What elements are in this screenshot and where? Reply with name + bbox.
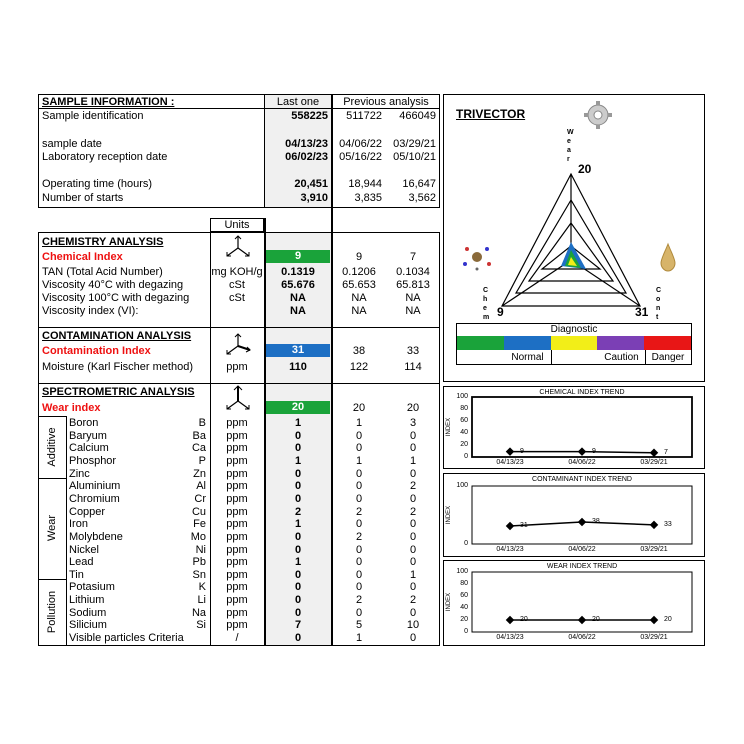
wear-axis-value: 20 <box>578 162 592 176</box>
normal-label: Normal <box>511 352 544 363</box>
wear-index-label: Wear index <box>42 402 101 414</box>
spectro-row-unit: ppm <box>226 505 248 518</box>
spectro-row-label: Molybdene <box>69 530 123 543</box>
spectro-row-last: 1 <box>294 518 302 531</box>
spectro-row-label: Lithium <box>69 594 105 607</box>
spectro-row-label: Aluminium <box>69 480 121 493</box>
contamination-index-p1: 38 <box>352 345 366 357</box>
spectro-row-p2: 0 <box>409 581 417 594</box>
sample-row-p1: 04/06/22 <box>339 138 382 150</box>
spectro-row-p2: 0 <box>409 530 417 543</box>
chem-row-unit: cSt <box>229 279 245 291</box>
spectro-row-p1: 0 <box>355 556 363 569</box>
trend-point-label: 9 <box>592 447 596 455</box>
spectro-row-label: Potasium <box>69 581 115 594</box>
cont-row-label: Moisture (Karl Fischer method) <box>42 361 193 373</box>
sample-row-p1: 05/16/22 <box>339 151 382 163</box>
chem-row-unit: cSt <box>229 292 245 304</box>
spectro-row-symbol: Ni <box>195 543 206 556</box>
spectro-row-symbol: Pb <box>192 556 206 569</box>
chemistry-heading: CHEMISTRY ANALYSIS <box>42 236 164 248</box>
spectro-row-symbol: Zn <box>193 467 206 480</box>
chem-axis-label: Chem <box>483 287 490 321</box>
diag-purple <box>597 336 644 350</box>
cont-row-unit: ppm <box>226 361 248 373</box>
y-tick-label: 100 <box>456 482 468 489</box>
sample-row-p2: 3,562 <box>408 192 436 204</box>
oil-drop-icon <box>661 244 675 271</box>
spectro-row-p2: 0 <box>409 442 417 455</box>
danger-label: Danger <box>651 352 685 363</box>
spectro-row-last: 7 <box>294 619 302 632</box>
trend-point-label: 31 <box>520 522 528 530</box>
trivector-title: TRIVECTOR <box>456 107 526 121</box>
cont-row-last: 110 <box>289 361 307 373</box>
group-pollution: Pollution <box>46 590 58 634</box>
spectro-row-unit: ppm <box>226 492 248 505</box>
sample-heading: SAMPLE INFORMATION : <box>42 96 175 108</box>
y-tick-label: 20 <box>460 441 468 448</box>
sample-row-p1: 3,835 <box>354 192 382 204</box>
molecule-icon <box>463 247 491 271</box>
spectro-row-p2: 0 <box>409 492 417 505</box>
spectro-heading: SPECTROMETRIC ANALYSIS <box>42 386 195 398</box>
spectro-row-symbol: Ba <box>192 429 206 442</box>
spectro-row-p2: 0 <box>409 606 417 619</box>
spectro-row-unit: ppm <box>226 594 248 607</box>
spectro-row-unit: ppm <box>226 568 248 581</box>
cont-row-p2: 114 <box>404 361 422 373</box>
spectro-row-p1: 0 <box>355 543 363 556</box>
spectro-row-label: Baryum <box>69 429 107 442</box>
sample-row-label: sample date <box>42 138 102 150</box>
x-tick-label: 04/06/22 <box>568 546 596 553</box>
spectro-row-symbol: Cu <box>191 505 206 518</box>
diagnostic-colors <box>457 336 691 350</box>
diag-red <box>644 336 691 350</box>
trend-title: CONTAMINANT INDEX TREND <box>532 476 632 483</box>
spectro-row-symbol: Al <box>196 480 206 493</box>
chem-row-p1: NA <box>351 305 367 317</box>
spectro-row-p1: 1 <box>355 632 363 645</box>
spectro-row-p2: 2 <box>409 480 417 493</box>
chem-row-p2: 65.813 <box>396 279 430 291</box>
spectro-row-unit: ppm <box>226 454 248 467</box>
spectro-row-last: 0 <box>294 530 302 543</box>
spectro-row-label: Tin <box>69 568 84 581</box>
chem-row-label: Viscosity 40°C with degazing <box>42 279 184 291</box>
y-tick-label: 20 <box>460 616 468 623</box>
chem-row-last: NA <box>290 292 306 304</box>
spectro-row-p1: 2 <box>355 530 363 543</box>
spectro-row-p1: 0 <box>355 429 363 442</box>
spectro-row-p2: 1 <box>409 454 417 467</box>
trend-title: WEAR INDEX TREND <box>546 563 618 570</box>
spectro-row-unit: ppm <box>226 467 248 480</box>
x-tick-label: 04/06/22 <box>568 634 596 641</box>
spectro-row-last: 2 <box>294 505 302 518</box>
spectro-row-unit: ppm <box>226 581 248 594</box>
spectro-row-p2: 0 <box>409 467 417 480</box>
spectro-row-p2: 0 <box>409 632 417 645</box>
spectro-row-p1: 0 <box>355 606 363 619</box>
x-tick-label: 04/13/23 <box>496 634 524 641</box>
diagnostic-label: Diagnostic <box>550 324 598 335</box>
spectro-row-last: 0 <box>294 492 302 505</box>
spectro-row-unit: ppm <box>226 530 248 543</box>
y-tick-label: 0 <box>464 540 468 547</box>
chem-axis-value: 9 <box>497 305 504 319</box>
spectro-row-label: Phosphor <box>69 454 117 467</box>
spectro-row-last: 1 <box>294 417 302 429</box>
sample-row-last: 06/02/23 <box>285 151 328 163</box>
diag-blue <box>504 336 551 350</box>
spectro-row-p1: 0 <box>355 467 363 480</box>
contamination-heading: CONTAMINATION ANALYSIS <box>42 330 192 342</box>
spectro-row-p1: 0 <box>355 480 363 493</box>
last-one-header: Last one <box>276 96 320 108</box>
sample-row-p2: 03/29/21 <box>393 138 436 150</box>
chemical-index-p2: 7 <box>409 251 417 263</box>
spectro-row-unit: ppm <box>226 543 248 556</box>
y-axis-label: INDEX <box>446 592 452 612</box>
y-tick-label: 100 <box>456 568 468 575</box>
chem-row-unit: mg KOH/g <box>211 266 263 278</box>
spectro-row-p2: 0 <box>409 556 417 569</box>
spectro-row-symbol: Ca <box>191 442 206 455</box>
sample-row-last: 558225 <box>291 110 328 122</box>
sample-row-last: 3,910 <box>300 192 328 204</box>
chem-row-last: 0.1319 <box>281 266 315 278</box>
trend-panel <box>443 473 705 557</box>
spectro-row-last: 0 <box>294 442 302 455</box>
y-axis-label: INDEX <box>446 505 452 525</box>
spectro-row-last: 1 <box>294 454 302 467</box>
wear-index-p1: 20 <box>352 402 366 414</box>
spectro-row-unit: ppm <box>226 480 248 493</box>
spectro-row-p1: 2 <box>355 594 363 607</box>
chem-row-p1: 0.1206 <box>342 266 376 278</box>
chem-row-label: TAN (Total Acid Number) <box>42 266 163 278</box>
chem-row-last: 65.676 <box>281 279 315 291</box>
chem-row-label: Viscosity index (VI): <box>42 305 139 317</box>
cont-row-p1: 122 <box>349 361 369 373</box>
x-tick-label: 04/06/22 <box>568 459 596 466</box>
sample-row-last: 20,451 <box>294 178 328 190</box>
spectro-row-label: Copper <box>69 505 106 518</box>
spectro-row-label: Nickel <box>69 543 99 556</box>
chemical-index-p1: 9 <box>355 251 363 263</box>
spectro-row-p1: 5 <box>355 619 363 632</box>
y-axis-label: INDEX <box>446 417 452 437</box>
group-wear: Wear <box>46 514 58 542</box>
chem-row-label: Viscosity 100°C with degazing <box>42 292 190 304</box>
spectro-row-symbol: Na <box>191 606 206 619</box>
spectro-row-symbol: Cr <box>194 492 206 505</box>
chem-row-last: NA <box>290 305 306 317</box>
chem-row-p2: NA <box>405 305 421 317</box>
spectro-row-last: 1 <box>294 556 302 569</box>
spectro-row-p2: 1 <box>409 568 417 581</box>
spectro-row-last: 0 <box>294 480 302 493</box>
spectro-row-label: Iron <box>69 518 88 531</box>
spectro-row-last: 0 <box>294 543 302 556</box>
spectro-row-unit: ppm <box>226 619 248 632</box>
trend-point-label: 38 <box>592 517 600 525</box>
trend-point-label: 33 <box>664 520 672 528</box>
spectro-row-p2: 10 <box>406 619 420 632</box>
sample-row-p2: 16,647 <box>402 178 436 190</box>
trend-point-label: 7 <box>664 448 668 456</box>
spectro-row-symbol: B <box>198 417 206 429</box>
y-tick-label: 0 <box>464 628 468 635</box>
sample-row-last: 04/13/23 <box>285 138 328 150</box>
spectro-row-p1: 0 <box>355 442 363 455</box>
contamination-icon <box>224 332 252 358</box>
wear-index-p2: 20 <box>406 402 420 414</box>
chem-row-p2: 0.1034 <box>396 266 430 278</box>
y-tick-label: 40 <box>460 429 468 436</box>
spectro-row-p2: 0 <box>409 543 417 556</box>
trend-point-label: 20 <box>520 616 528 623</box>
chem-row-p1: NA <box>351 292 367 304</box>
spectro-row-last: 0 <box>294 568 302 581</box>
previous-header: Previous analysis <box>343 96 429 108</box>
spectro-row-p2: 0 <box>409 429 417 442</box>
diag-yellow <box>551 336 598 350</box>
spectro-row-label: Zinc <box>69 467 90 480</box>
spectro-row-label: Boron <box>69 417 99 429</box>
spectro-row-symbol: P <box>198 454 206 467</box>
spectro-row-unit: ppm <box>226 442 248 455</box>
spectro-row-symbol: Mo <box>190 530 206 543</box>
spectro-row-unit: ppm <box>226 518 248 531</box>
spectro-row-label: Chromium <box>69 492 120 505</box>
spectro-row-symbol: Li <box>197 594 206 607</box>
spectro-row-label: Calcium <box>69 442 109 455</box>
spectro-row-symbol: Fe <box>193 518 206 531</box>
spectro-row-symbol: K <box>198 581 206 594</box>
trend-point-label: 20 <box>664 616 672 623</box>
spectro-row-label: Visible particles Criteria <box>69 632 184 645</box>
x-tick-label: 04/13/23 <box>496 459 524 466</box>
spectro-row-unit: ppm <box>226 429 248 442</box>
spectro-row-p2: 2 <box>409 594 417 607</box>
cont-axis-value: 31 <box>635 305 649 319</box>
x-tick-label: 03/29/21 <box>640 459 668 466</box>
spectro-row-unit: / <box>235 632 239 645</box>
y-tick-label: 100 <box>456 393 468 400</box>
diag-green <box>457 336 504 350</box>
spectro-row-unit: ppm <box>226 417 248 429</box>
wear-icon <box>224 385 252 413</box>
y-tick-label: 40 <box>460 604 468 611</box>
spectro-row-last: 0 <box>294 467 302 480</box>
spectro-row-last: 0 <box>294 632 302 645</box>
trend-point-label: 9 <box>520 447 524 455</box>
x-tick-label: 04/13/23 <box>496 546 524 553</box>
y-tick-label: 80 <box>460 405 468 412</box>
spectro-row-unit: ppm <box>226 556 248 569</box>
spectro-row-last: 0 <box>294 581 302 594</box>
contamination-index-label: Contamination Index <box>42 345 151 357</box>
spectro-row-label: Lead <box>69 556 94 569</box>
spectro-row-label: Silicium <box>69 619 107 632</box>
y-tick-label: 60 <box>460 592 468 599</box>
y-tick-label: 80 <box>460 580 468 587</box>
wear-index-bar: 20 <box>266 401 330 414</box>
trend-point-label: 20 <box>592 616 600 623</box>
spectro-row-last: 0 <box>294 594 302 607</box>
caution-label: Caution <box>604 352 639 363</box>
spectro-row-last: 0 <box>294 429 302 442</box>
sample-row-p2: 466049 <box>399 110 436 122</box>
spectro-row-p2: 0 <box>409 518 417 531</box>
spectro-row-p2: 2 <box>409 505 417 518</box>
units-header: Units <box>224 219 250 231</box>
y-tick-label: 60 <box>460 417 468 424</box>
contamination-index-bar: 31 <box>266 344 330 357</box>
spectro-row-p1: 0 <box>355 518 363 531</box>
cont-axis-label: Cont <box>656 287 662 321</box>
chemical-index-bar: 9 <box>266 250 330 263</box>
spectro-row-symbol: Si <box>196 619 206 632</box>
trivector-icon <box>224 234 252 260</box>
spectro-row-symbol: Sn <box>192 568 206 581</box>
x-tick-label: 03/29/21 <box>640 634 668 641</box>
sample-row-label: Number of starts <box>42 192 124 204</box>
spectro-row-p1: 2 <box>355 505 363 518</box>
sample-row-p2: 05/10/21 <box>393 151 436 163</box>
spectro-row-p1: 1 <box>355 417 363 429</box>
chem-row-p2: NA <box>405 292 421 304</box>
sample-row-label: Laboratory reception date <box>42 151 168 163</box>
chem-row-p1: 65.653 <box>342 279 376 291</box>
spectro-row-last: 0 <box>294 606 302 619</box>
gear-icon <box>584 101 612 129</box>
wear-axis-label: Wear <box>567 129 574 163</box>
contamination-index-p2: 33 <box>406 345 420 357</box>
spectro-row-label: Sodium <box>69 606 107 619</box>
trend-title: CHEMICAL INDEX TREND <box>539 389 625 396</box>
y-tick-label: 0 <box>464 453 468 460</box>
chemical-index-label: Chemical Index <box>42 251 123 263</box>
spectro-row-unit: ppm <box>226 606 248 619</box>
spectro-row-p1: 0 <box>355 568 363 581</box>
spectro-row-p1: 0 <box>355 492 363 505</box>
sample-row-p1: 18,944 <box>348 178 382 190</box>
sample-row-p1: 511722 <box>346 110 382 122</box>
x-tick-label: 03/29/21 <box>640 546 668 553</box>
group-additive: Additive <box>46 427 58 467</box>
spectro-row-p2: 3 <box>409 417 417 429</box>
sample-row-label: Operating time (hours) <box>42 178 153 190</box>
spectro-row-p1: 0 <box>355 581 363 594</box>
sample-row-label: Sample identification <box>42 110 144 122</box>
spectro-row-p1: 1 <box>355 454 363 467</box>
